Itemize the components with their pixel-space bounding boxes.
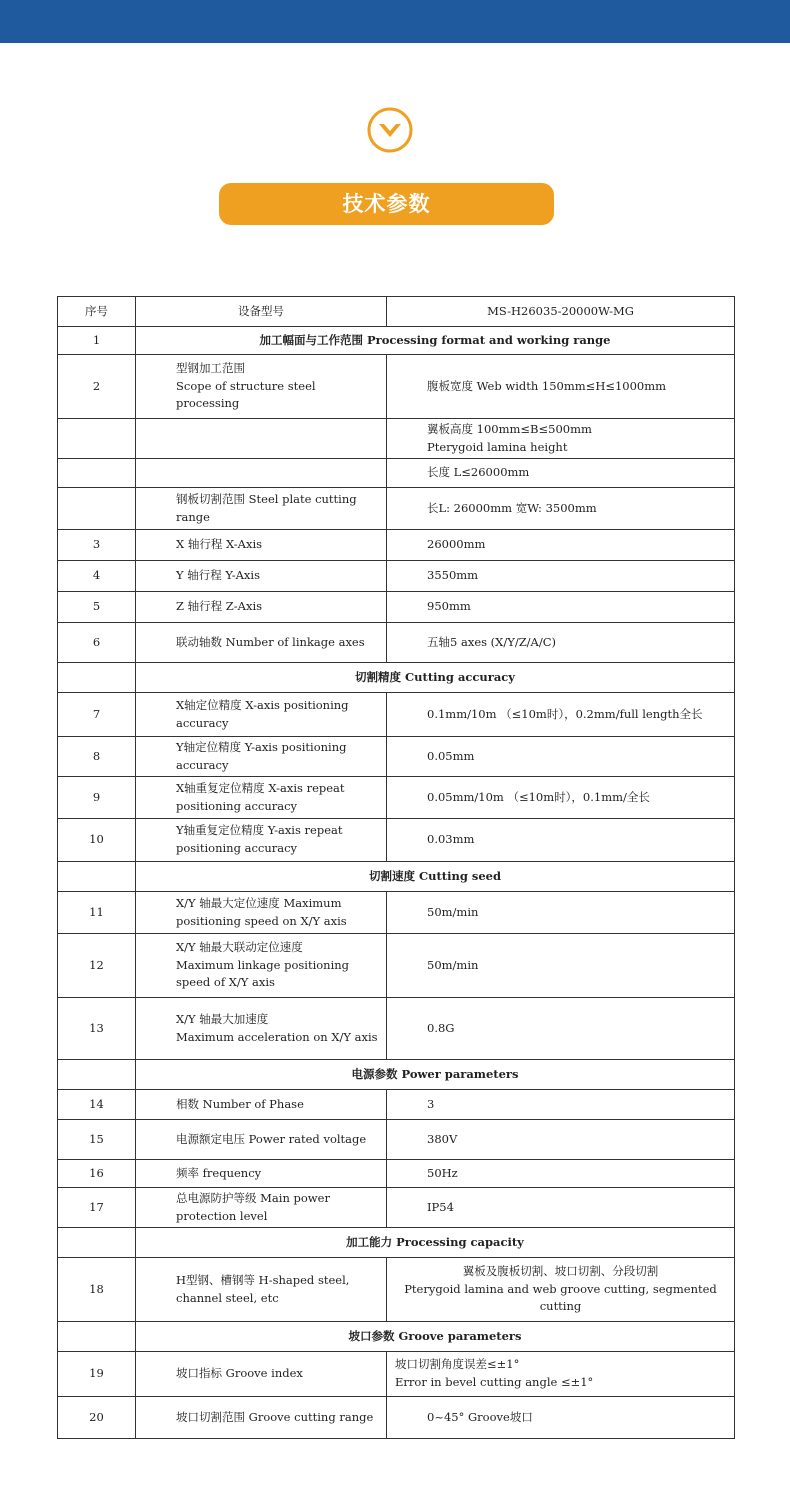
table-row bbox=[58, 1090, 735, 1120]
param-name: Z 轴行程 Z-Axis bbox=[136, 592, 387, 623]
table-row bbox=[58, 892, 735, 934]
section-row bbox=[58, 1322, 735, 1352]
header-model: 设备型号 bbox=[136, 297, 387, 327]
param-value: 翼板及腹板切割、坡口切割、分段切割 Pterygoid lamina and web groove cutting, segmented cutting bbox=[387, 1258, 735, 1322]
row-number: 1 bbox=[58, 327, 136, 355]
table-row bbox=[58, 623, 735, 663]
param-value: 五轴5 axes (X/Y/Z/A/C) bbox=[387, 623, 735, 663]
row-number: 14 bbox=[58, 1090, 136, 1120]
param-value: 0.05mm bbox=[387, 737, 735, 777]
row-number: 6 bbox=[58, 623, 136, 663]
header-model-value: MS-H26035-20000W-MG bbox=[387, 297, 735, 327]
param-value: 长度 L≤26000mm bbox=[387, 459, 735, 488]
table-row bbox=[58, 819, 735, 862]
param-name: X/Y 轴最大加速度 Maximum acceleration on X/Y axis bbox=[136, 998, 387, 1060]
param-name: 坡口切割范围 Groove cutting range bbox=[136, 1397, 387, 1439]
row-number: 2 bbox=[58, 355, 136, 419]
row-number: 4 bbox=[58, 561, 136, 592]
row-number: 18 bbox=[58, 1258, 136, 1322]
row-number: 8 bbox=[58, 737, 136, 777]
param-name: X轴重复定位精度 X-axis repeat positioning accuracy bbox=[136, 777, 387, 819]
table-row bbox=[58, 693, 735, 737]
section-row bbox=[58, 1060, 735, 1090]
param-value: 0.1mm/10m （≤10m时），0.2mm/full length全长 bbox=[387, 693, 735, 737]
param-value: 坡口切割角度误差≤±1° Error in bevel cutting angle ≤±1° bbox=[387, 1352, 735, 1397]
table-row bbox=[58, 1258, 735, 1322]
table-header-row bbox=[58, 297, 735, 327]
table-row bbox=[58, 998, 735, 1060]
param-value: 0.03mm bbox=[387, 819, 735, 862]
param-name: Y轴定位精度 Y-axis positioning accuracy bbox=[136, 737, 387, 777]
table-row bbox=[58, 737, 735, 777]
row-number: 20 bbox=[58, 1397, 136, 1439]
row-number bbox=[58, 459, 136, 488]
table-body bbox=[58, 327, 735, 1439]
section-title: 加工幅面与工作范围 Processing format and working range bbox=[136, 327, 735, 355]
row-number bbox=[58, 1060, 136, 1090]
row-number: 7 bbox=[58, 693, 136, 737]
param-value: 腹板宽度 Web width 150mm≤H≤1000mm bbox=[387, 355, 735, 419]
row-number: 16 bbox=[58, 1160, 136, 1188]
row-number: 17 bbox=[58, 1188, 136, 1228]
table-row bbox=[58, 1397, 735, 1439]
param-name: 坡口指标 Groove index bbox=[136, 1352, 387, 1397]
param-name: 频率 frequency bbox=[136, 1160, 387, 1188]
row-number bbox=[58, 862, 136, 892]
row-number bbox=[58, 663, 136, 693]
param-name: 相数 Number of Phase bbox=[136, 1090, 387, 1120]
table-row bbox=[58, 419, 735, 459]
table-row bbox=[58, 488, 735, 530]
param-name: X轴定位精度 X-axis positioning accuracy bbox=[136, 693, 387, 737]
param-value: IP54 bbox=[387, 1188, 735, 1228]
row-number: 13 bbox=[58, 998, 136, 1060]
table-row bbox=[58, 1188, 735, 1228]
param-value: 3550mm bbox=[387, 561, 735, 592]
table-row bbox=[58, 777, 735, 819]
top-banner bbox=[0, 0, 790, 43]
param-name: Y轴重复定位精度 Y-axis repeat positioning accuracy bbox=[136, 819, 387, 862]
param-value: 0.8G bbox=[387, 998, 735, 1060]
param-name: 联动轴数 Number of linkage axes bbox=[136, 623, 387, 663]
param-name: 型钢加工范围 Scope of structure steel processing bbox=[136, 355, 387, 419]
param-name: 总电源防护等级 Main power protection level bbox=[136, 1188, 387, 1228]
row-number bbox=[58, 488, 136, 530]
param-value: 0.05mm/10m （≤10m时），0.1mm/全长 bbox=[387, 777, 735, 819]
param-name bbox=[136, 459, 387, 488]
table-row bbox=[58, 592, 735, 623]
param-name bbox=[136, 419, 387, 459]
param-name: X 轴行程 X-Axis bbox=[136, 530, 387, 561]
table-row bbox=[58, 530, 735, 561]
param-value: 50m/min bbox=[387, 934, 735, 998]
param-value: 50m/min bbox=[387, 892, 735, 934]
table-row bbox=[58, 1120, 735, 1160]
row-number: 12 bbox=[58, 934, 136, 998]
param-value: 50Hz bbox=[387, 1160, 735, 1188]
param-name: 钢板切割范围 Steel plate cutting range bbox=[136, 488, 387, 530]
row-number: 15 bbox=[58, 1120, 136, 1160]
section-title: 加工能力 Processing capacity bbox=[136, 1228, 735, 1258]
param-name: H型钢、槽钢等 H-shaped steel, channel steel, etc bbox=[136, 1258, 387, 1322]
row-number: 10 bbox=[58, 819, 136, 862]
header-number: 序号 bbox=[58, 297, 136, 327]
spec-table bbox=[57, 296, 735, 1439]
row-number: 5 bbox=[58, 592, 136, 623]
param-name: X/Y 轴最大联动定位速度 Maximum linkage positioning speed of X/Y axis bbox=[136, 934, 387, 998]
section-title: 电源参数 Power parameters bbox=[136, 1060, 735, 1090]
chevron-down-circle-icon bbox=[366, 106, 414, 154]
row-number: 11 bbox=[58, 892, 136, 934]
param-value: 长L: 26000mm 宽W: 3500mm bbox=[387, 488, 735, 530]
row-number bbox=[58, 419, 136, 459]
section-title: 技术参数 bbox=[219, 183, 554, 225]
section-title: 切割精度 Cutting accuracy bbox=[136, 663, 735, 693]
section-row bbox=[58, 1228, 735, 1258]
section-title: 坡口参数 Groove parameters bbox=[136, 1322, 735, 1352]
table-row bbox=[58, 355, 735, 419]
table-row bbox=[58, 459, 735, 488]
section-row bbox=[58, 327, 735, 355]
param-value: 3 bbox=[387, 1090, 735, 1120]
row-number: 9 bbox=[58, 777, 136, 819]
row-number: 19 bbox=[58, 1352, 136, 1397]
param-value: 翼板高度 100mm≤B≤500mm Pterygoid lamina height bbox=[387, 419, 735, 459]
param-name: 电源额定电压 Power rated voltage bbox=[136, 1120, 387, 1160]
param-value: 26000mm bbox=[387, 530, 735, 561]
param-value: 0~45° Groove坡口 bbox=[387, 1397, 735, 1439]
table-row bbox=[58, 561, 735, 592]
row-number bbox=[58, 1322, 136, 1352]
table-row bbox=[58, 1352, 735, 1397]
row-number: 3 bbox=[58, 530, 136, 561]
table-row bbox=[58, 934, 735, 998]
row-number bbox=[58, 1228, 136, 1258]
param-value: 950mm bbox=[387, 592, 735, 623]
table-row bbox=[58, 1160, 735, 1188]
param-value: 380V bbox=[387, 1120, 735, 1160]
section-title: 切割速度 Cutting seed bbox=[136, 862, 735, 892]
section-row bbox=[58, 862, 735, 892]
param-name: X/Y 轴最大定位速度 Maximum positioning speed on X/Y axis bbox=[136, 892, 387, 934]
param-name: Y 轴行程 Y-Axis bbox=[136, 561, 387, 592]
section-row bbox=[58, 663, 735, 693]
